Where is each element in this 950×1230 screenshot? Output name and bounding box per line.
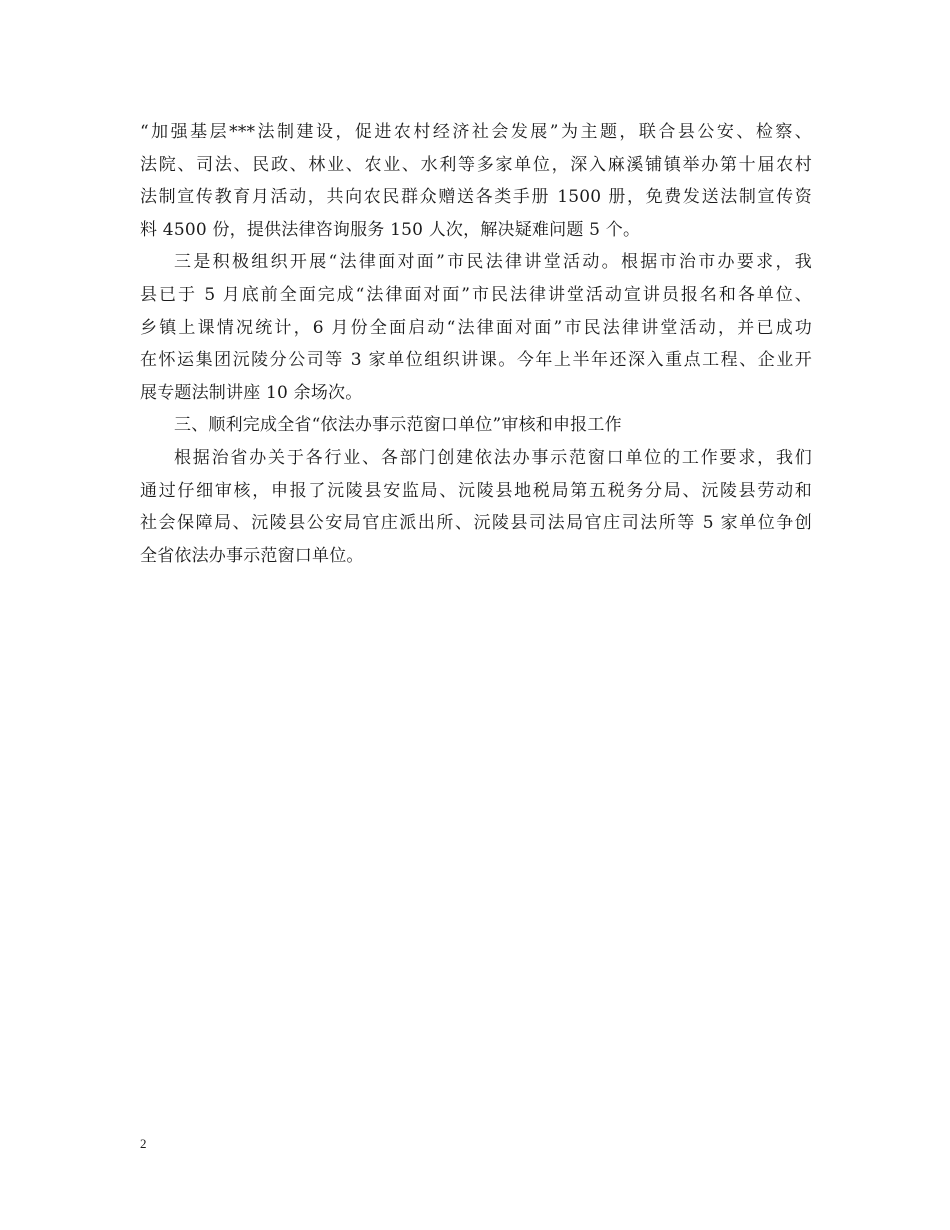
paragraph-2 — [140, 246, 812, 409]
text-line: 展专题法制讲座 10 余场次。 — [140, 382, 363, 403]
page-number: 2 — [140, 1136, 147, 1151]
text-line: “加强基层***法制建设，促进农村经济社会发展”为主题，联合县公安、检察、 — [140, 122, 812, 142]
text-line: 三是积极组织开展“法律面对面”市民法律讲堂活动。根据市治市办要求，我 — [174, 252, 812, 273]
text-line: 法院、司法、民政、林业、农业、水利等多家单位，深入麻溪铺镇举办第十届农村 — [140, 154, 812, 175]
text-line: 乡镇上课情况统计，6 月份全面启动“法律面对面”市民法律讲堂活动，并已成功 — [140, 317, 812, 338]
text-line: 根据治省办关于各行业、各部门创建依法办事示范窗口单位的工作要求，我们 — [174, 447, 812, 468]
text-line: 料 4500 份，提供法律咨询服务 150 人次，解决疑难问题 5 个。 — [140, 219, 641, 240]
text-line: 社会保障局、沅陵县公安局官庄派出所、沅陵县司法局官庄司法所等 5 家单位争创 — [140, 513, 812, 534]
text-line: 在怀运集团沅陵分公司等 3 家单位组织讲课。今年上半年还深入重点工程、企业开 — [140, 350, 812, 371]
paragraph-1 — [140, 116, 812, 246]
section-heading — [140, 409, 812, 442]
paragraph-3 — [140, 442, 812, 572]
text-line: 全省依法办事示范窗口单位。 — [140, 545, 364, 566]
text-line: 三、顺利完成全省“依法办事示范窗口单位”审核和申报工作 — [174, 415, 622, 436]
text-line: 法制宣传教育月活动，共向农民群众赠送各类手册 1500 册，免费发送法制宣传资 — [140, 187, 812, 208]
text-line: 县已于 5 月底前全面完成“法律面对面”市民法律讲堂活动宣讲员报名和各单位、 — [140, 284, 812, 305]
text-line: 通过仔细审核，申报了沅陵县安监局、沅陵县地税局第五税务分局、沅陵县劳动和 — [140, 480, 812, 501]
document-body — [140, 116, 812, 572]
